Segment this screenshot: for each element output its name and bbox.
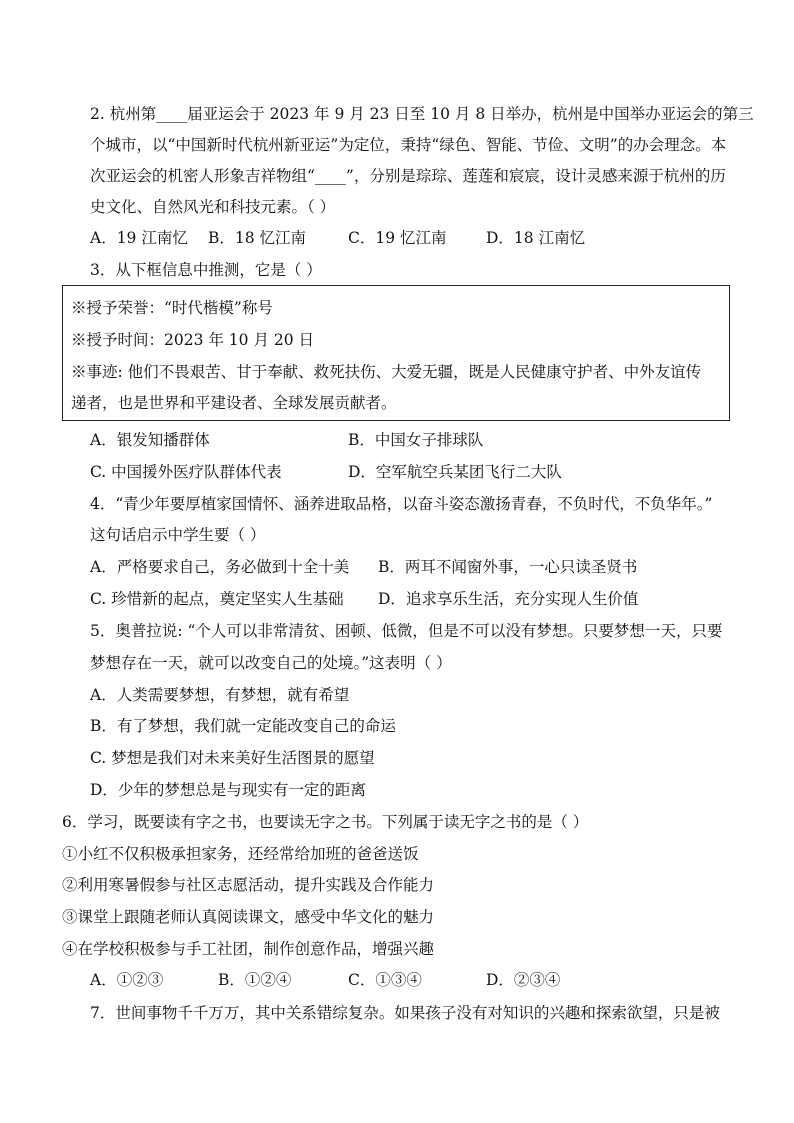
q5-option-b: B．有了梦想，我们就一定能改变自己的命运 [90,717,396,735]
q4-option-b: B．两耳不闻窗外事，一心只读圣贤书 [378,558,638,576]
q5-line-2: 梦想存在一天，就可以改变自己的处境。”这表明（ ） [90,654,452,672]
q3-box-line-1: ※授予荣誉：“时代楷模”称号 [71,299,273,317]
q4-line-2: 这句话启示中学生要（ ） [90,526,266,544]
q2-line-3: 次亚运会的机密人形象吉祥物组“____”，分别是琮琮、莲莲和宸宸，设计灵感来源于杭州的历 [90,167,726,185]
q3-option-c: C. 中国援外医疗队群体代表 [90,463,282,481]
q3-info-box [62,285,730,421]
q2-line-1: 2. 杭州第____届亚运会于 2023 年 9 月 23 日至 10 月 8 日举办，杭州是中国举办亚运会的第三 [90,105,754,123]
q5-option-c: C. 梦想是我们对未来美好生活图景的愿望 [90,749,375,767]
q6-options [90,970,720,990]
q6-option-d: D．②③④ [486,971,561,989]
q5-option-d: D．少年的梦想总是与现实有一定的距离 [90,781,366,799]
q6-option-b: B．①②④ [218,971,292,989]
q4-option-a: A．严格要求自己，务必做到十全十美 [90,558,350,576]
q4-option-c: C. 珍惜新的起点，奠定坚实人生基础 [90,590,344,608]
q3-options-row-2 [90,462,720,482]
q2-option-a: A．19 江南忆 [90,229,188,247]
q2-option-d: D．18 江南忆 [486,229,586,247]
q3-box-line-3: ※事迹: 他们不畏艰苦、甘于奉献、救死扶伤、大爱无疆，既是人民健康守护者、中外友谊传 [71,363,702,381]
q6-option-c: C．①③④ [348,971,422,989]
q5-option-a: A．人类需要梦想，有梦想，就有希望 [90,686,350,704]
q4-option-d: D．追求享乐生活，充分实现人生价值 [378,590,639,608]
q5-line-1: 5．奥普拉说: “个人可以非常清贫、困顿、低微，但是不可以没有梦想。只要梦想一天，只要 [90,622,723,640]
q3-option-d: D．空军航空兵某团飞行二大队 [348,463,562,481]
q6-item-1: ①小红不仅积极承担家务，还经常给加班的爸爸送饭 [62,845,419,863]
q2-options [90,228,720,248]
q4-line-1: 4．“青少年要厚植家国情怀、涵养进取品格，以奋斗姿态激扬青春，不负时代，不负华年。” [90,495,713,513]
q6-option-a: A．①②③ [90,971,164,989]
q4-options-row-2 [90,589,720,609]
q3-box-line-4: 递者，也是世界和平建设者、全球发展贡献者。 [71,394,397,412]
q3-option-a: A．银发知播群体 [90,431,210,449]
q2-option-b: B．18 忆江南 [208,229,307,247]
q6-item-4: ④在学校积极参与手工社团，制作创意作品，增强兴趣 [62,940,435,958]
q3-stem: 3．从下框信息中推测，它是（ ） [90,261,322,279]
q7-line-1: 7．世间事物千千万万，其中关系错综复杂。如果孩子没有对知识的兴趣和探索欲望，只是被 [90,1004,720,1022]
q4-options-row-1 [90,557,720,577]
q2-option-c: C．19 忆江南 [348,229,447,247]
q2-line-2: 个城市，以“中国新时代杭州新亚运”为定位，秉持“绿色、智能、节俭、文明”的办会理念。本 [90,136,727,154]
q6-item-3: ③课堂上跟随老师认真阅读课文，感受中华文化的魅力 [62,908,435,926]
q2-line-4: 史文化、自然风光和科技元素。（ ） [90,198,336,216]
q6-stem: 6．学习，既要读有字之书，也要读无字之书。下列属于读无字之书的是（ ） [62,813,589,831]
q6-item-2: ②利用寒暑假参与社区志愿活动，提升实践及合作能力 [62,876,435,894]
q3-options-row-1 [90,430,720,450]
q3-option-b: B．中国女子排球队 [348,431,484,449]
q3-box-line-2: ※授予时间：2023 年 10 月 20 日 [71,331,315,349]
